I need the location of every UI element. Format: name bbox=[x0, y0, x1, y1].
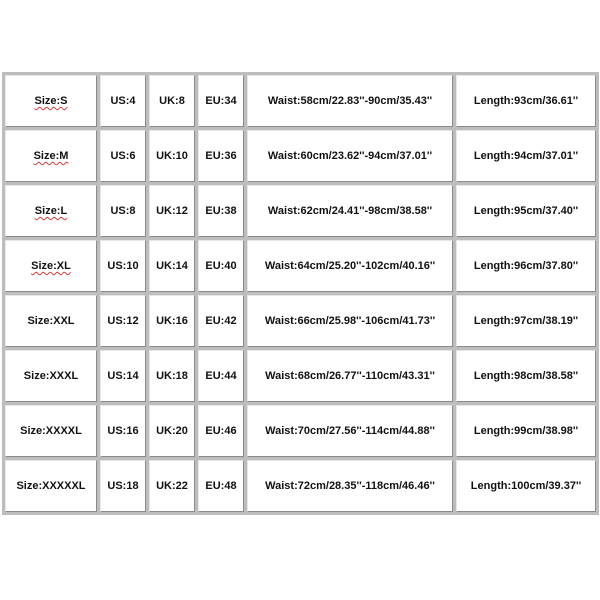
length-cell: Length:100cm/39.37'' bbox=[456, 460, 596, 512]
length-cell: Length:94cm/37.01'' bbox=[456, 130, 596, 182]
length-cell: Length:98cm/38.58'' bbox=[456, 350, 596, 402]
waist-cell: Waist:62cm/24.41''-98cm/38.58'' bbox=[247, 185, 453, 237]
eu-size-cell: EU:44 bbox=[198, 350, 244, 402]
waist-cell: Waist:58cm/22.83''-90cm/35.43'' bbox=[247, 75, 453, 127]
eu-size-cell: EU:34 bbox=[198, 75, 244, 127]
waist-cell: Waist:66cm/25.98''-106cm/41.73'' bbox=[247, 295, 453, 347]
waist-cell: Waist:70cm/27.56''-114cm/44.88'' bbox=[247, 405, 453, 457]
size-cell bbox=[5, 130, 97, 182]
us-size-cell: US:10 bbox=[100, 240, 146, 292]
us-size-cell: US:4 bbox=[100, 75, 146, 127]
size-cell bbox=[5, 185, 97, 237]
length-cell: Length:96cm/37.80'' bbox=[456, 240, 596, 292]
us-size-cell: US:12 bbox=[100, 295, 146, 347]
waist-cell: Waist:64cm/25.20''-102cm/40.16'' bbox=[247, 240, 453, 292]
size-chart-body bbox=[5, 75, 596, 512]
eu-size-cell: EU:40 bbox=[198, 240, 244, 292]
table-row bbox=[5, 460, 596, 512]
uk-size-cell: UK:14 bbox=[149, 240, 195, 292]
uk-size-cell: UK:10 bbox=[149, 130, 195, 182]
size-cell bbox=[5, 75, 97, 127]
size-chart-table bbox=[2, 72, 599, 515]
length-cell: Length:99cm/38.98'' bbox=[456, 405, 596, 457]
us-size-cell: US:8 bbox=[100, 185, 146, 237]
us-size-cell: US:6 bbox=[100, 130, 146, 182]
table-row bbox=[5, 130, 596, 182]
table-row bbox=[5, 75, 596, 127]
eu-size-cell: EU:46 bbox=[198, 405, 244, 457]
uk-size-cell: UK:8 bbox=[149, 75, 195, 127]
eu-size-cell: EU:36 bbox=[198, 130, 244, 182]
uk-size-cell: UK:18 bbox=[149, 350, 195, 402]
table-row bbox=[5, 350, 596, 402]
size-label: Size:XL bbox=[31, 260, 71, 272]
size-cell bbox=[5, 405, 97, 457]
uk-size-cell: UK:16 bbox=[149, 295, 195, 347]
table-row bbox=[5, 240, 596, 292]
size-label: Size:S bbox=[34, 95, 68, 107]
waist-cell: Waist:60cm/23.62''-94cm/37.01'' bbox=[247, 130, 453, 182]
length-cell: Length:93cm/36.61'' bbox=[456, 75, 596, 127]
length-cell: Length:95cm/37.40'' bbox=[456, 185, 596, 237]
uk-size-cell: UK:20 bbox=[149, 405, 195, 457]
size-label: Size:XXXXXL bbox=[16, 480, 86, 492]
table-row bbox=[5, 295, 596, 347]
size-label: Size:L bbox=[34, 205, 68, 217]
size-label: Size:M bbox=[33, 150, 69, 162]
eu-size-cell: EU:48 bbox=[198, 460, 244, 512]
eu-size-cell: EU:38 bbox=[198, 185, 244, 237]
table-row bbox=[5, 185, 596, 237]
eu-size-cell: EU:42 bbox=[198, 295, 244, 347]
size-label: Size:XXL bbox=[27, 315, 75, 327]
waist-cell: Waist:72cm/28.35''-118cm/46.46'' bbox=[247, 460, 453, 512]
size-cell bbox=[5, 240, 97, 292]
length-cell: Length:97cm/38.19'' bbox=[456, 295, 596, 347]
us-size-cell: US:18 bbox=[100, 460, 146, 512]
size-label: Size:XXXL bbox=[23, 370, 79, 382]
waist-cell: Waist:68cm/26.77''-110cm/43.31'' bbox=[247, 350, 453, 402]
size-cell bbox=[5, 350, 97, 402]
uk-size-cell: UK:12 bbox=[149, 185, 195, 237]
table-row bbox=[5, 405, 596, 457]
uk-size-cell: UK:22 bbox=[149, 460, 195, 512]
us-size-cell: US:16 bbox=[100, 405, 146, 457]
size-label: Size:XXXXL bbox=[20, 425, 82, 437]
us-size-cell: US:14 bbox=[100, 350, 146, 402]
size-cell bbox=[5, 295, 97, 347]
size-cell bbox=[5, 460, 97, 512]
